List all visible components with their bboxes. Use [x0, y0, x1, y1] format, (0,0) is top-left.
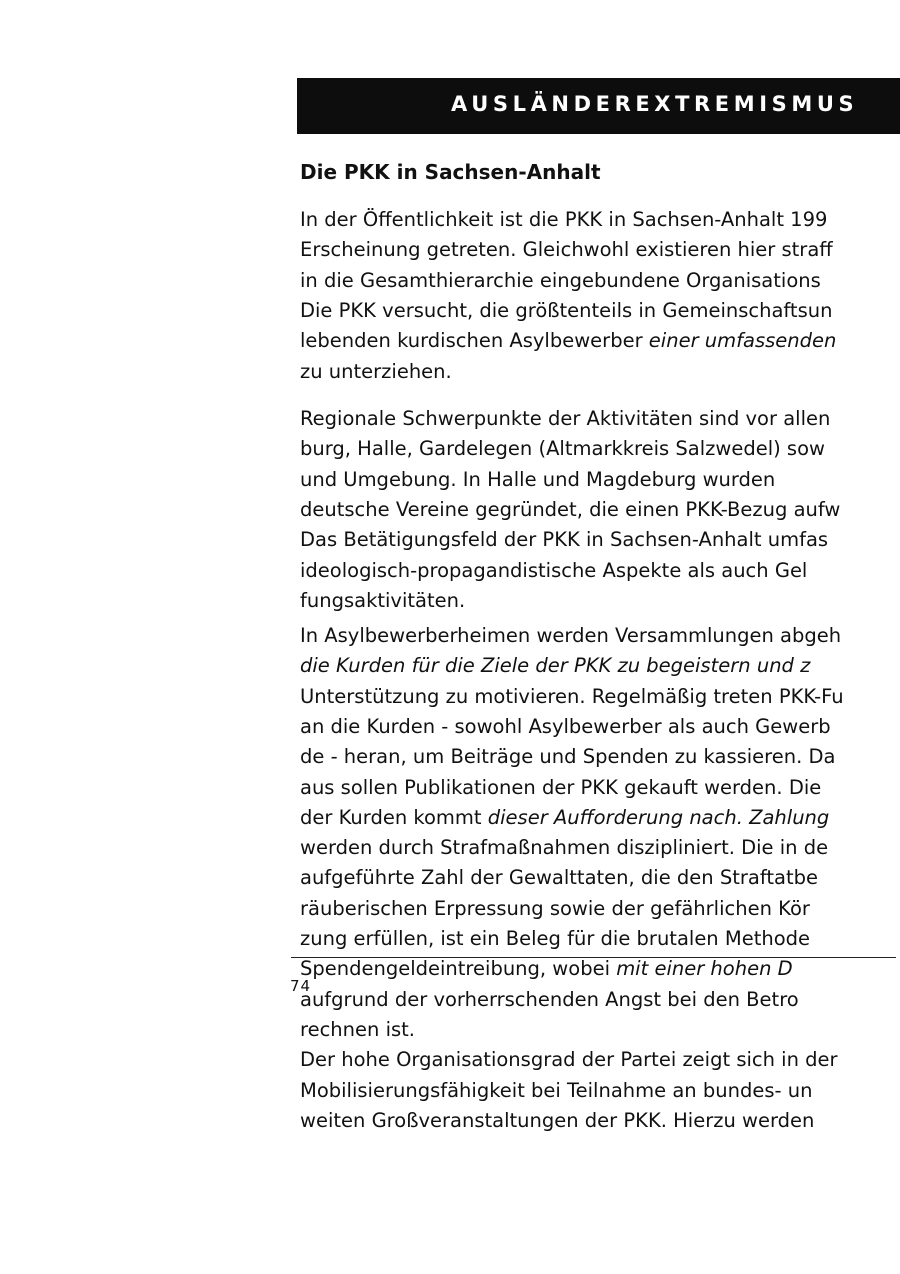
text-segment: in die Gesamthierarchie eingebundene Organisations: [300, 268, 821, 292]
text-line: [300, 327, 836, 354]
text-line: [300, 986, 799, 1013]
text-segment: In Asylbewerberheimen werden Versammlungen abgeh: [300, 624, 842, 647]
text-line: [300, 1077, 812, 1104]
text-line: [300, 743, 836, 770]
italic-text-segment: die Kurden für die Ziele der PKK zu begeistern und z: [300, 654, 811, 678]
text-segment: werden durch Strafmaßnahmen diszipliniert. Die in de: [300, 836, 829, 860]
text-line: [300, 435, 825, 462]
text-line: [300, 236, 833, 263]
text-line: [300, 834, 828, 861]
text-segment: deutsche Vereine gegründet, die einen PKK-Bezug aufw: [300, 497, 841, 521]
text-segment: Die PKK versucht, die größtenteils in Gemeinschaftsun: [300, 298, 833, 322]
text-segment: Spendengeldeintreibung, wobei: [300, 957, 617, 981]
italic-text-segment: einer umfassenden: [648, 329, 837, 353]
text-segment: aus sollen Publikationen der PKK gekauft werden. Die: [300, 775, 822, 799]
text-segment: fungsaktivitäten.: [300, 588, 466, 612]
text-line: [300, 652, 810, 679]
section-title: Die PKK in Sachsen-Anhalt: [300, 160, 601, 184]
section-header-title: AUSLÄNDEREXTREMISMUS: [451, 92, 859, 116]
text-segment: Das Betätigungsfeld der PKK in Sachsen-Anhalt umfas: [300, 528, 829, 552]
text-line: [300, 1016, 415, 1043]
text-segment: zung erfüllen, ist ein Beleg für die brutalen Methode: [300, 927, 810, 950]
text-line: [300, 206, 827, 233]
text-segment: Unterstützung zu motivieren. Regelmäßig treten PKK-Fu: [300, 684, 844, 708]
text-line: [300, 683, 844, 710]
text-segment: der Kurden kommt: [300, 805, 488, 829]
text-line: [300, 587, 465, 614]
text-segment: zu unterziehen.: [300, 359, 452, 383]
text-line: [300, 496, 840, 523]
text-line: [300, 1107, 814, 1134]
text-segment: weiten Großveranstaltungen der PKK. Hierzu werden: [300, 1108, 815, 1132]
text-line: [300, 713, 831, 740]
text-segment: burg, Halle, Gardelegen (Altmarkkreis Salzwedel) sow: [300, 437, 825, 461]
text-line: [300, 405, 830, 432]
text-line: [300, 955, 793, 982]
text-line: [300, 774, 821, 801]
text-line: [300, 1046, 838, 1073]
text-line: [300, 267, 821, 294]
text-segment: ideologisch-propagandistische Aspekte als auch Gel: [300, 558, 808, 582]
text-line: [300, 864, 818, 891]
text-line: [300, 297, 832, 324]
text-line: [300, 622, 841, 649]
text-segment: und Umgebung. In Halle und Magdeburg wurden: [300, 467, 776, 491]
text-segment: aufgrund der vorherrschenden Angst bei den Betro: [300, 987, 799, 1011]
text-line: [300, 895, 810, 922]
text-segment: rechnen ist.: [300, 1017, 416, 1041]
text-segment: Mobilisierungsfähigkeit bei Teilnahme an bundes- un: [300, 1078, 813, 1102]
text-segment: räuberischen Erpressung sowie der gefährlichen Kör: [300, 896, 810, 920]
text-segment: Erscheinung getreten. Gleichwohl existieren hier straff: [300, 238, 833, 262]
text-line: [300, 925, 810, 952]
italic-text-segment: dieser Aufforderung nach. Zahlung: [487, 805, 830, 829]
text-segment: an die Kurden - sowohl Asylbewerber als auch Gewerb: [300, 714, 831, 738]
text-line: [300, 526, 828, 553]
text-segment: In der Öffentlichkeit ist die PKK in Sachsen-Anhalt 199: [300, 208, 828, 231]
italic-text-segment: mit einer hohen D: [616, 957, 793, 981]
text-line: [300, 804, 829, 831]
text-line: [300, 466, 775, 493]
text-line: [300, 557, 807, 584]
page-number: 74: [290, 977, 312, 995]
text-segment: Der hohe Organisationsgrad der Partei zeigt sich in der: [300, 1048, 838, 1072]
text-line: [300, 358, 452, 385]
footer-divider: [291, 957, 896, 958]
text-segment: de - heran, um Beiträge und Spenden zu kassieren. Da: [300, 745, 836, 769]
text-segment: aufgeführte Zahl der Gewalttaten, die den Straftatbe: [300, 866, 818, 890]
text-segment: Regionale Schwerpunkte der Aktivitäten sind vor allen: [300, 407, 831, 430]
text-segment: lebenden kurdischen Asylbewerber: [300, 329, 649, 353]
page-content: [300, 0, 900, 1274]
